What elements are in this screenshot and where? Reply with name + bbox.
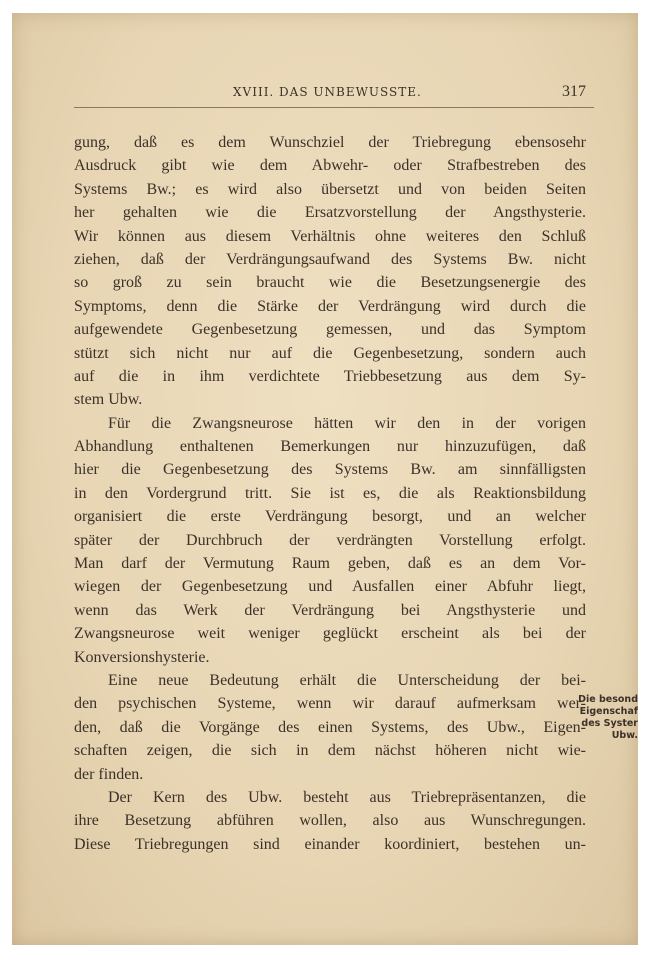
text-line: den psychischen Systeme, wenn wir darauf aufmerksam wer- xyxy=(74,695,586,713)
text-line: gung, daß es dem Wunschziel der Triebregung ebensosehr xyxy=(74,134,586,151)
text-line: auf die in ihm verdichtete Triebbesetzung aus dem Sy- xyxy=(74,367,586,385)
book-page xyxy=(12,13,638,945)
text-line: schaften zeigen, die sich in dem nächst höheren nicht wie- xyxy=(74,742,586,760)
text-line: wiegen der Gegenbesetzung und Ausfallen einer Abfuhr liegt, xyxy=(74,578,586,596)
margin-note-line: des Syster xyxy=(581,718,638,729)
text-line: Symptoms, denn die Stärke der Verdrängung wird durch die xyxy=(74,297,586,315)
margin-note-line: Die besond xyxy=(578,694,638,705)
text-line: später der Durchbruch der verdrängten Vorstellung erfolgt. xyxy=(74,531,586,549)
text-line: stem Ubw. xyxy=(74,391,143,409)
text-line: ziehen, daß der Verdrängungsaufwand des Systems Bw. nicht xyxy=(74,250,586,268)
text-line: Zwangsneurose weit weniger geglückt erscheint als bei der xyxy=(74,625,586,643)
text-line: Wir können aus diesem Verhältnis ohne weiteres den Schluß xyxy=(74,227,586,245)
text-line: Man darf der Vermutung Raum geben, daß es an dem Vor- xyxy=(74,555,586,573)
text-line: Systems Bw.; es wird also übersetzt und von beiden Seiten xyxy=(74,180,586,198)
margin-note-line: Eigenschaf xyxy=(579,706,638,717)
text-line: Ausdruck gibt wie dem Abwehr- oder Strafbestreben des xyxy=(74,157,586,175)
text-line: Abhandlung enthaltenen Bemerkungen nur hinzuzufügen, daß xyxy=(74,438,586,456)
text-line: Der Kern des Ubw. besteht aus Triebrepräsentanzen, die xyxy=(108,788,586,806)
text-line: in den Vordergrund tritt. Sie ist es, die als Reaktionsbildung xyxy=(74,484,586,502)
paragraph-1 xyxy=(74,131,586,412)
body-text xyxy=(74,131,586,856)
text-line: wenn das Werk der Verdrängung bei Angsthysterie und xyxy=(74,601,586,619)
running-header xyxy=(74,83,594,105)
text-line: den, daß die Vorgänge des einen Systems, des Ubw., Eigen- xyxy=(74,718,586,736)
text-line: Für die Zwangsneurose hätten wir den in der vorigen xyxy=(108,414,586,432)
page-number: 317 xyxy=(562,83,586,100)
text-line: her gehalten wie die Ersatzvorstellung der Angsthysterie. xyxy=(74,204,586,222)
text-line: Eine neue Bedeutung erhält die Unterscheidung der bei- xyxy=(108,671,586,689)
text-line: Konversionshysterie. xyxy=(74,648,210,666)
margin-note-line: Ubw. xyxy=(611,730,638,741)
text-line: hier die Gegenbesetzung des Systems Bw. am sinnfälligsten xyxy=(74,461,586,479)
text-line: so groß zu sein braucht wie die Besetzungsenergie des xyxy=(74,274,586,292)
text-line: der finden. xyxy=(74,765,144,783)
margin-note xyxy=(578,694,638,742)
header-rule xyxy=(74,107,594,108)
chapter-title: XVIII. DAS UNBEWUSSTE. xyxy=(233,85,422,99)
text-line: stützt sich nicht nur auf die Gegenbesetzung, sondern auch xyxy=(74,344,586,362)
paragraph-2 xyxy=(74,412,586,669)
text-line: organisiert die erste Verdrängung besorgt, und an welcher xyxy=(74,508,586,526)
text-line: ihre Besetzung abführen wollen, also aus Wunschregungen. xyxy=(74,812,586,830)
paragraph-3 xyxy=(74,669,586,786)
text-line: Diese Triebregungen sind einander koordiniert, bestehen un- xyxy=(74,835,586,853)
text-line: aufgewendete Gegenbesetzung gemessen, und das Symptom xyxy=(74,321,586,339)
paragraph-4 xyxy=(74,786,586,856)
